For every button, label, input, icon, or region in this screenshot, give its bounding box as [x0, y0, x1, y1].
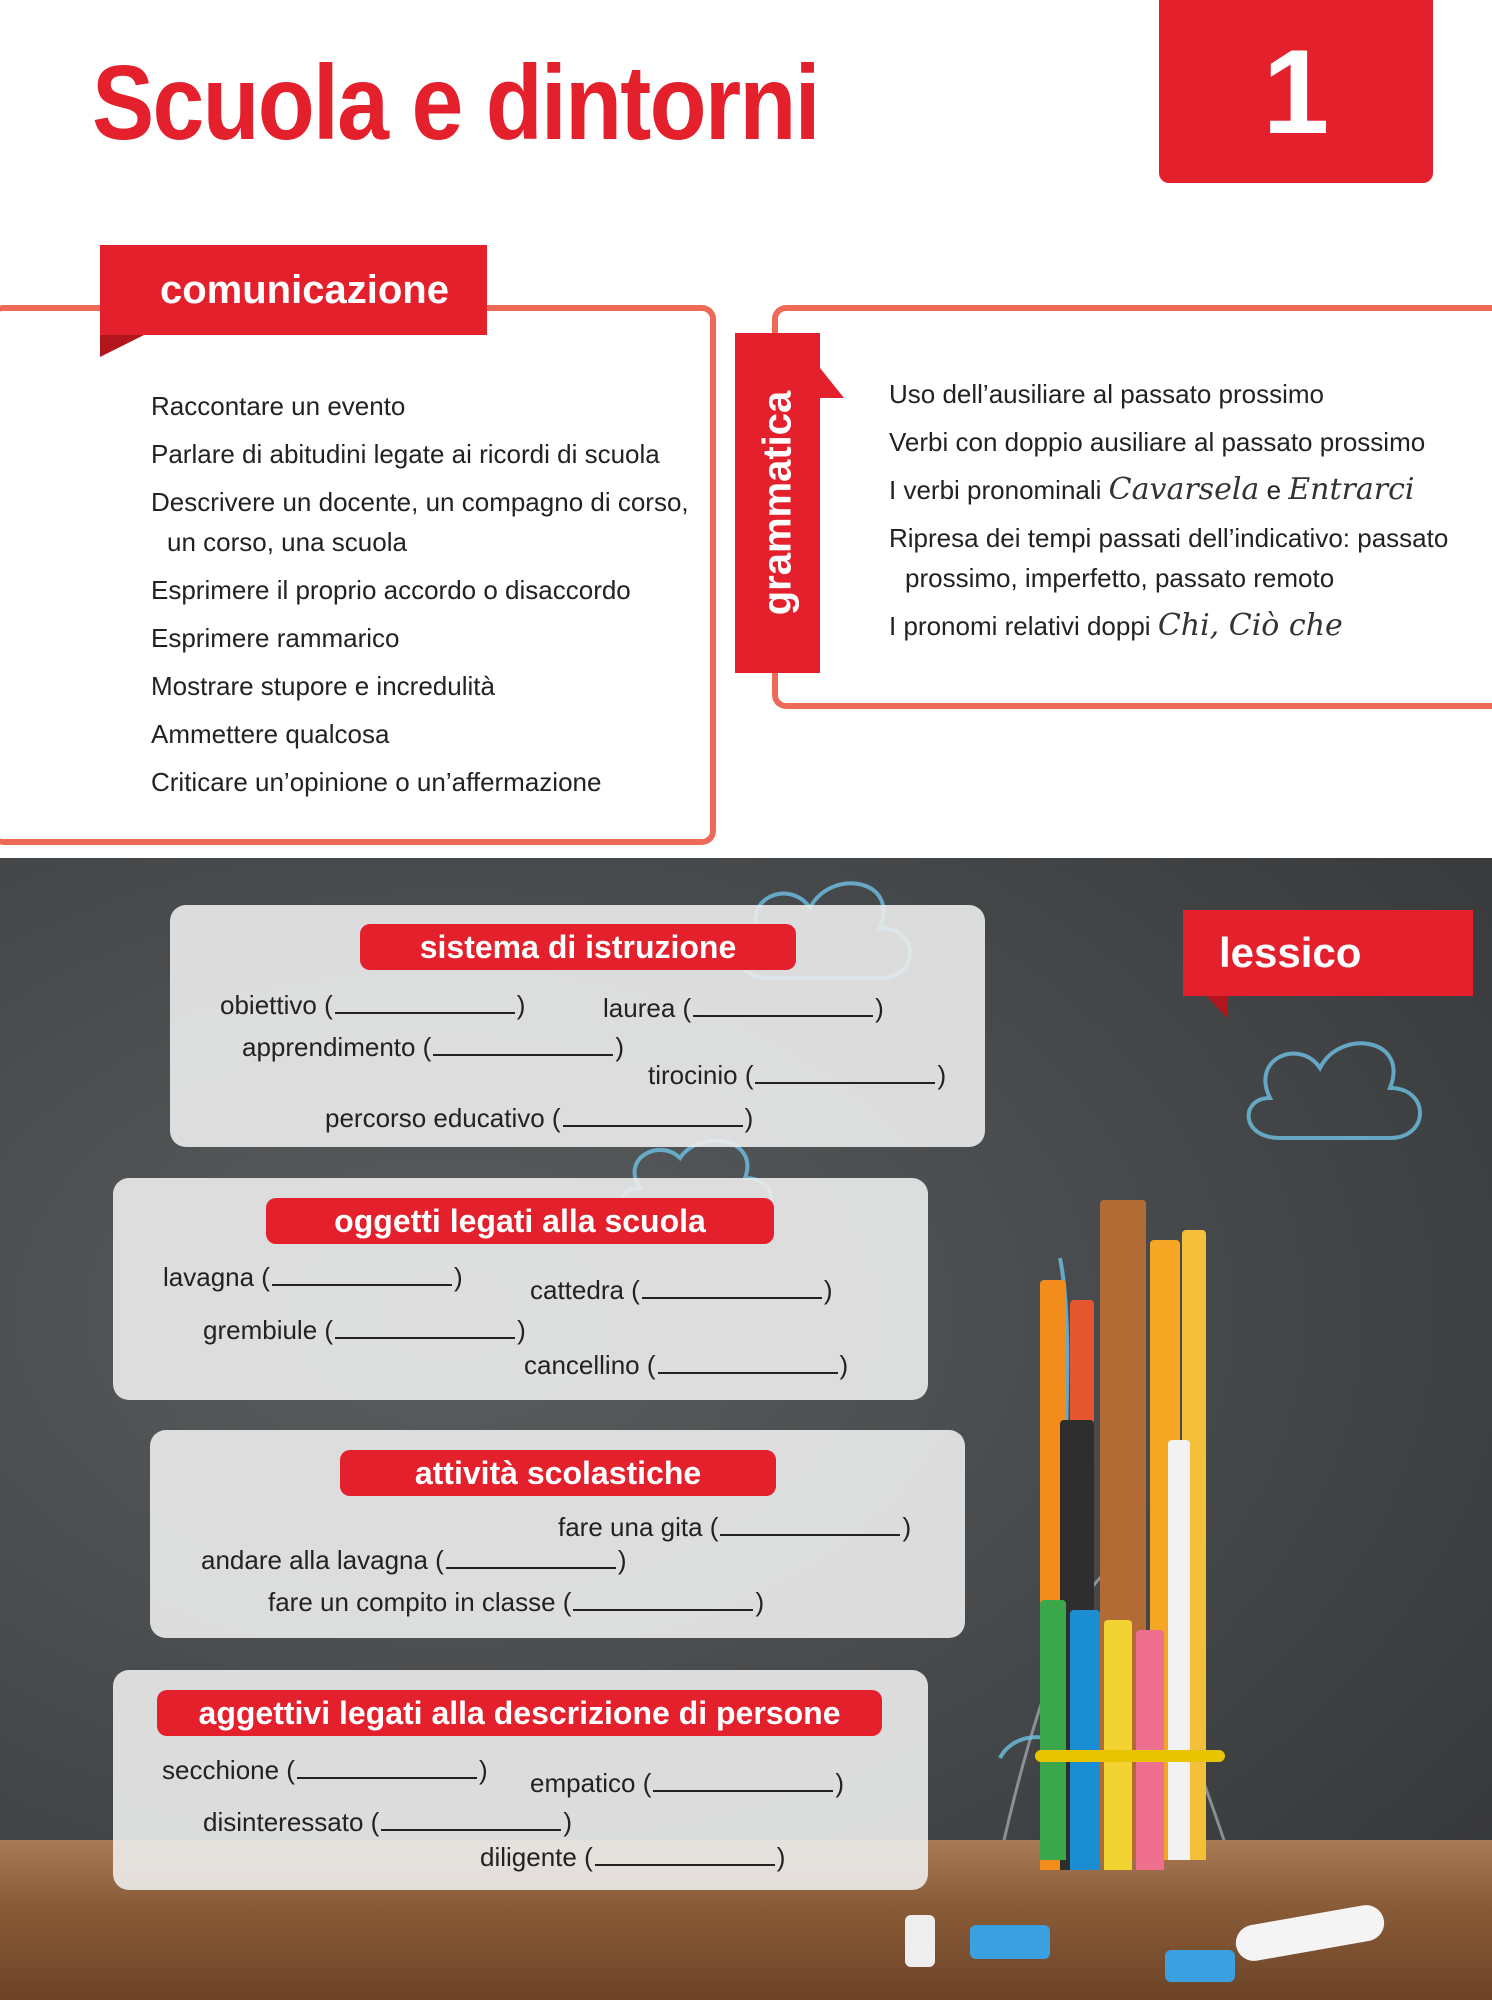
close-paren: ): [839, 1350, 849, 1380]
term-chi-cio-che: Chi, Ciò che: [1157, 608, 1343, 643]
vocab-item: [530, 1275, 833, 1306]
vocab-heading: sistema di istruzione: [360, 924, 796, 970]
close-paren: ): [478, 1755, 488, 1785]
vocab-item: [648, 1060, 946, 1091]
unit-number: 1: [1262, 24, 1330, 159]
vocab-item: [201, 1545, 627, 1576]
list-item: Esprimere rammarico: [151, 623, 400, 653]
list-item: Uso dell’ausiliare al passato prossimo: [889, 379, 1324, 409]
blue-chalk-piece: [1165, 1950, 1235, 1982]
list-item: Criticare un’opinione o un’affermazione: [151, 767, 602, 797]
close-paren: ): [835, 1768, 845, 1798]
page-title: Scuola e dintorni: [92, 44, 819, 162]
close-paren: ): [615, 1032, 625, 1062]
vocab-heading: aggettivi legati alla descrizione di persone: [157, 1690, 882, 1736]
grammatica-label: grammatica: [755, 390, 799, 616]
close-paren: ): [617, 1545, 627, 1575]
close-paren: ): [776, 1842, 786, 1872]
list-item: [889, 602, 1448, 650]
vocab-word: lavagna (: [163, 1262, 270, 1292]
close-paren: ): [937, 1060, 947, 1090]
vocab-item: [558, 1512, 911, 1543]
vocab-word: empatico (: [530, 1768, 652, 1798]
vocab-item: [203, 1315, 526, 1346]
answer-blank[interactable]: [693, 993, 873, 1017]
list-item: Mostrare stupore e incredulità: [151, 671, 495, 701]
yellow-crayon: [1104, 1620, 1132, 1870]
answer-blank[interactable]: [272, 1262, 452, 1286]
blue-chalk-piece: [970, 1925, 1050, 1959]
vocab-item: [603, 993, 884, 1024]
rubber-band: [1035, 1750, 1225, 1762]
lessico-tag-tail: [1205, 994, 1227, 1018]
close-paren: ): [823, 1275, 833, 1305]
answer-blank[interactable]: [446, 1545, 616, 1569]
grammatica-tag: [735, 333, 820, 673]
list-item: Esprimere il proprio accordo o disaccordo: [151, 575, 631, 605]
close-paren: ): [453, 1262, 463, 1292]
vocab-word: cancellino (: [524, 1350, 656, 1380]
list-item: Ammettere qualcosa: [151, 719, 390, 749]
answer-blank[interactable]: [720, 1512, 900, 1536]
vocab-word: obiettivo (: [220, 990, 333, 1020]
vocab-word: disinteressato (: [203, 1807, 380, 1837]
answer-blank[interactable]: [335, 1315, 515, 1339]
answer-blank[interactable]: [563, 1103, 743, 1127]
vocab-item: [268, 1587, 764, 1618]
vocab-word: laurea (: [603, 993, 692, 1023]
close-paren: ): [755, 1587, 765, 1617]
close-paren: ): [744, 1103, 754, 1133]
vocab-word: andare alla lavagna (: [201, 1545, 444, 1575]
close-paren: ): [875, 993, 884, 1023]
vocab-item: [480, 1842, 785, 1873]
answer-blank[interactable]: [573, 1587, 753, 1611]
close-paren: ): [517, 1315, 526, 1345]
blue-crayon: [1070, 1610, 1100, 1870]
vocab-item: [163, 1262, 463, 1293]
grammatica-tag-tail: [820, 368, 844, 398]
vocab-word: apprendimento (: [242, 1032, 432, 1062]
vocab-item: [530, 1768, 844, 1799]
vocab-item: [220, 990, 525, 1021]
vocab-item: [162, 1755, 488, 1786]
vocab-word: percorso educativo (: [325, 1103, 561, 1133]
answer-blank[interactable]: [755, 1060, 935, 1084]
vocab-word: fare una gita (: [558, 1512, 719, 1542]
answer-blank[interactable]: [653, 1768, 833, 1792]
answer-blank[interactable]: [642, 1275, 822, 1299]
answer-blank[interactable]: [381, 1807, 561, 1831]
close-paren: ): [563, 1807, 572, 1837]
answer-blank[interactable]: [433, 1032, 613, 1056]
comunicazione-tag-tail: [100, 333, 148, 357]
list-item: Raccontare un evento: [151, 391, 406, 421]
answer-blank[interactable]: [658, 1350, 838, 1374]
joiner: e: [1266, 475, 1282, 505]
chalk-cloud: [1249, 1043, 1420, 1138]
grammatica-list: [889, 370, 1448, 650]
vocab-item: [325, 1103, 753, 1134]
vocab-word: diligente (: [480, 1842, 593, 1872]
list-item: prossimo, imperfetto, passato remoto: [905, 563, 1335, 593]
vocab-item: [203, 1807, 572, 1838]
list-item: Verbi con doppio ausiliare al passato prossimo: [889, 427, 1426, 457]
answer-blank[interactable]: [595, 1842, 775, 1866]
vocab-word: grembiule (: [203, 1315, 334, 1345]
answer-blank[interactable]: [297, 1755, 477, 1779]
vocab-word: tirocinio (: [648, 1060, 754, 1090]
list-item: Descrivere un docente, un compagno di corso,: [151, 487, 689, 517]
answer-blank[interactable]: [335, 990, 515, 1014]
list-item-text: I verbi pronominali: [889, 475, 1102, 505]
vocab-item: [242, 1032, 624, 1063]
list-item: [889, 466, 1448, 514]
list-item-text: I pronomi relativi doppi: [889, 611, 1151, 641]
list-item: Parlare di abitudini legate ai ricordi di scuola: [151, 439, 660, 469]
vocab-item: [524, 1350, 848, 1381]
close-paren: ): [516, 990, 526, 1020]
unit-number-badge: [1159, 0, 1433, 183]
white-chalk-piece: [905, 1915, 935, 1967]
list-item: un corso, una scuola: [167, 527, 407, 557]
vocab-heading: attività scolastiche: [340, 1450, 776, 1496]
vocab-word: secchione (: [162, 1755, 295, 1785]
close-paren: ): [902, 1512, 912, 1542]
vocab-word: cattedra (: [530, 1275, 640, 1305]
vocab-heading: oggetti legati alla scuola: [266, 1198, 774, 1244]
white-pen: [1168, 1440, 1190, 1860]
lessico-tag: lessico: [1183, 910, 1473, 996]
comunicazione-list: [151, 382, 689, 806]
green-crayon: [1040, 1600, 1066, 1860]
vocab-word: fare un compito in classe (: [268, 1587, 572, 1617]
list-item: Ripresa dei tempi passati dell’indicativo: passato: [889, 523, 1449, 553]
comunicazione-tag: comunicazione: [100, 245, 487, 335]
term-cavarsela: Cavarsela: [1108, 472, 1260, 507]
term-entrarci: Entrarci: [1288, 472, 1415, 507]
